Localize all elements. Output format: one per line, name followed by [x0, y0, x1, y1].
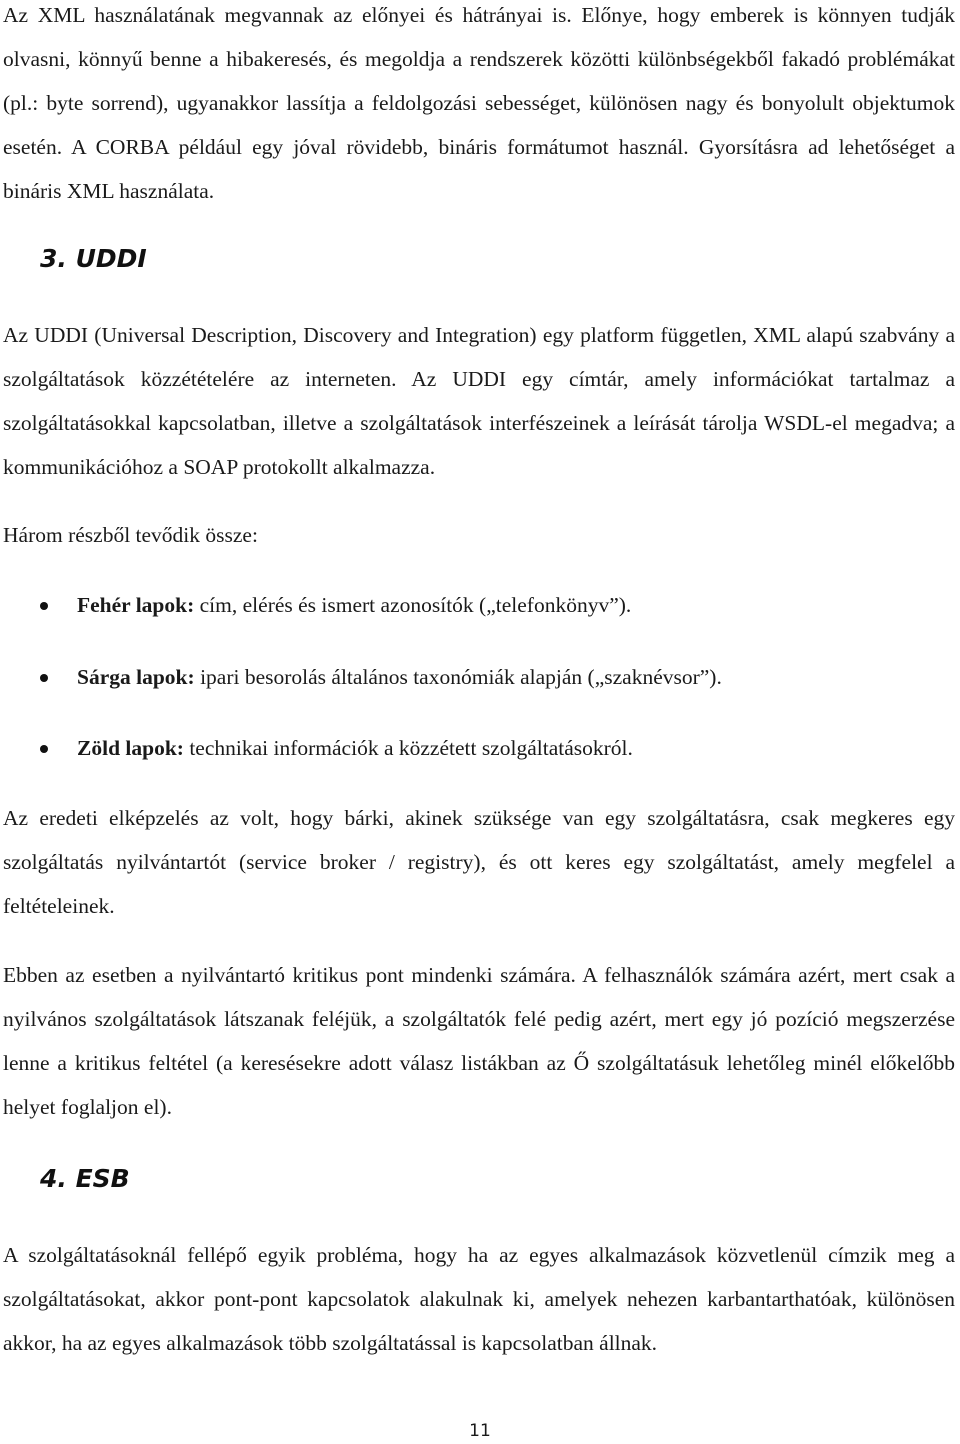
uddi-paragraph-4: Ebben az esetben a nyilvántartó kritikus pont mindenki számára. A felhasználók számára azért, mert csak a nyilvános szolgáltatások látszanak feléjük, a szolgáltatók felé pedig azért, mert egy jó pozíció megszerzése lenne a kritikus feltétel (a keresésekre adott válasz listákban az Ő szolgáltatásuk lehetőleg minél előkelőbb helyet foglaljon el).: [3, 963, 955, 1119]
list-item-text: [77, 655, 722, 699]
section-heading-esb: 4. ESB: [40, 1164, 130, 1193]
list-item: [0, 655, 960, 727]
uddi-parts-list: [0, 583, 960, 798]
intro-paragraph: Az XML használatának megvannak az előnyei és hátrányai is. Előnye, hogy emberek is könnyen tudják olvasni, könnyű benne a hibakeresés, és megoldja a rendszerek közötti különbségekből fakadó problémákat (pl.: byte sorrend), ugyanakkor lassítja a feldolgozási sebességet, különösen nagy és bonyolult objektumok esetén. A CORBA például egy jóval rövidebb, bináris formátumot használ. Gyorsításra ad lehetőséget a bináris XML használata.: [3, 3, 955, 203]
list-item: [0, 726, 960, 798]
uddi-paragraph-3: Az eredeti elképzelés az volt, hogy bárki, akinek szüksége van egy szolgáltatásra, csak megkeres egy szolgáltatás nyilvántartót (service broker / registry), és ott keres egy szolgáltatást, amely megfelel a feltételeinek.: [3, 806, 955, 918]
list-item-text: [77, 726, 633, 770]
bullet-icon: [40, 602, 48, 610]
list-item-description: cím, elérés és ismert azonosítók („telefonkönyv”).: [194, 593, 632, 617]
list-item-description: technikai információk a közzétett szolgáltatásokról.: [183, 736, 633, 760]
list-item-description: ipari besorolás általános taxonómiák alapján („szaknévsor”).: [194, 664, 722, 689]
list-item: [0, 583, 960, 655]
uddi-paragraph-1: Az UDDI (Universal Description, Discovery and Integration) egy platform független, XML alapú szabvány a szolgáltatások közzétételére az interneten. Az UDDI egy címtár, amely információkat tartalmaz a szolgáltatásokkal kapcsolatban, illetve a szolgáltatások interfészeinek a leírását tárolja WSDL-el megadva; a kommunikációhoz a SOAP protokollt alkalmazza.: [3, 323, 955, 479]
uddi-paragraph-2: Három részből tevődik össze:: [3, 523, 258, 547]
list-item-term: Sárga lapok:: [77, 664, 195, 689]
list-item-text: [77, 583, 631, 627]
list-item-term: Fehér lapok:: [77, 593, 195, 617]
bullet-icon: [40, 745, 48, 753]
list-item-term: Zöld lapok:: [77, 736, 184, 760]
page-number: 11: [469, 1421, 491, 1441]
bullet-icon: [40, 674, 48, 682]
esb-paragraph-1: A szolgáltatásoknál fellépő egyik probléma, hogy ha az egyes alkalmazások közvetlenül címzik meg a szolgáltatásokat, akkor pont-pont kapcsolatok alakulnak ki, amelyek nehezen karbantarthatóak, különösen akkor, ha az egyes alkalmazások több szolgáltatással is kapcsolatban állnak.: [3, 1243, 955, 1355]
section-heading-uddi: 3. UDDI: [40, 244, 147, 273]
